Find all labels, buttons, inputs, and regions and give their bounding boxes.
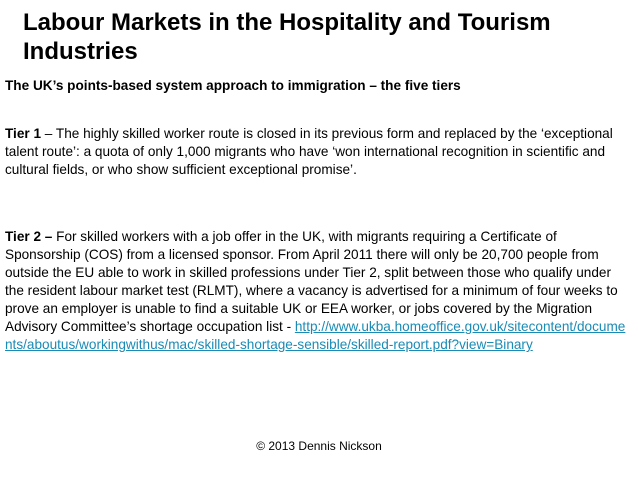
slide-title: Labour Markets in the Hospitality and Tourism Industries (23, 9, 551, 65)
tier1-paragraph (5, 125, 629, 179)
slide-subtitle: The UK’s points-based system approach to immigration – the five tiers (5, 78, 461, 93)
tier1-text: – The highly skilled worker route is closed in its previous form and replaced by the ‘exceptional talent route’: a quota of only 1,000 migrants who have ‘won international recognition in scientific and cultural fields, or who show sufficient exceptional promise’. (5, 126, 613, 177)
report-link[interactable]: http://www.ukba.homeoffice.gov.uk/sitecontent/documents/aboutus/workingwithus/mac/skilled-shortage-sensible/skilled-report.pdf?view=Binary (5, 319, 626, 352)
tier2-label: Tier 2 – (5, 229, 53, 244)
tier2-text: For skilled workers with a job offer in the UK, with migrants requiring a Certificate of Sponsorship (COS) from a licensed sponsor. From April 2011 there will only be 20,700 people from outside the EU able to work in skilled professions under Tier 2, split between those who qualify under the resident labour market test (RLMT), where a vacancy is advertised for a minimum of four weeks to prove an employer is unable to find a suitable UK or EEA worker, or jobs covered by the Migration Advisory Committee’s shortage occupation list - (5, 229, 618, 334)
tier2-paragraph (5, 228, 629, 354)
tier1-label: Tier 1 (5, 126, 42, 141)
copyright-footer: © 2013 Dennis Nickson (256, 439, 382, 453)
